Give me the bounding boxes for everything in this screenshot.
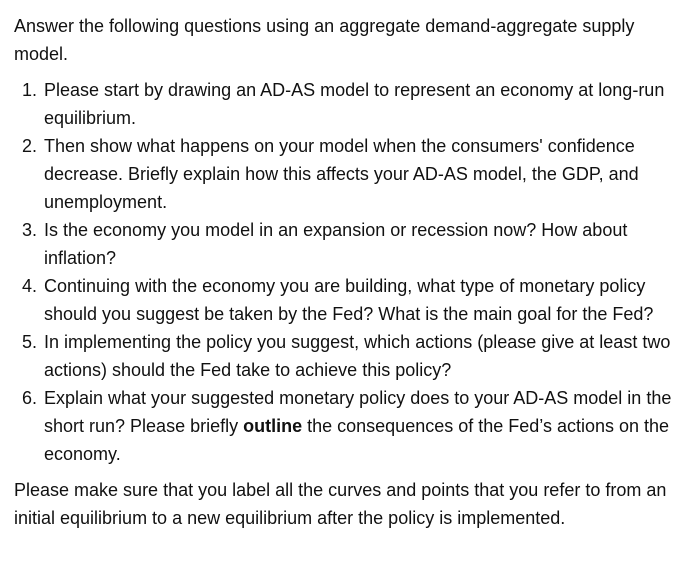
question-item [22,76,690,132]
question-text-part: Explain what your suggested monetary policy does to your AD-AS model in the short run? Please briefly [44,388,672,436]
question-number: 2. [22,136,38,156]
question-text-part: the consequences of the Fed’s actions on the economy. [44,416,670,464]
question-number: 6. [22,388,38,408]
emphasized-word: outline [243,416,303,436]
question-item [22,132,690,216]
question-text: Is the economy you model in an expansion or recession now? How about inflation? [44,220,628,268]
question-number: 4. [22,276,38,296]
question-text: Please start by drawing an AD-AS model to represent an economy at long-run equilibrium. [44,80,665,128]
question-item [22,272,690,328]
intro-paragraph: Answer the following questions using an aggregate demand-aggregate supply model. [14,16,635,64]
question-number: 3. [22,220,38,240]
question-text: In implementing the policy you suggest, which actions (please give at least two actions) should the Fed take to achieve this policy? [44,332,671,380]
question-list [14,76,690,468]
question-text: Continuing with the economy you are building, what type of monetary policy should you suggest be taken by the Fed? What is the main goal for the Fed? [44,276,654,324]
question-item [22,384,690,468]
question-item [22,328,690,384]
closing-paragraph: Please make sure that you label all the curves and points that you refer to from an initial equilibrium to a new equilibrium after the policy is implemented. [14,480,667,528]
question-text: Then show what happens on your model when the consumers' confidence decrease. Briefly explain how this affects your AD-AS model, the GDP, and unemployment. [44,136,639,212]
question-number: 1. [22,80,38,100]
question-text [44,384,689,468]
question-item [22,216,690,272]
question-number: 5. [22,332,38,352]
